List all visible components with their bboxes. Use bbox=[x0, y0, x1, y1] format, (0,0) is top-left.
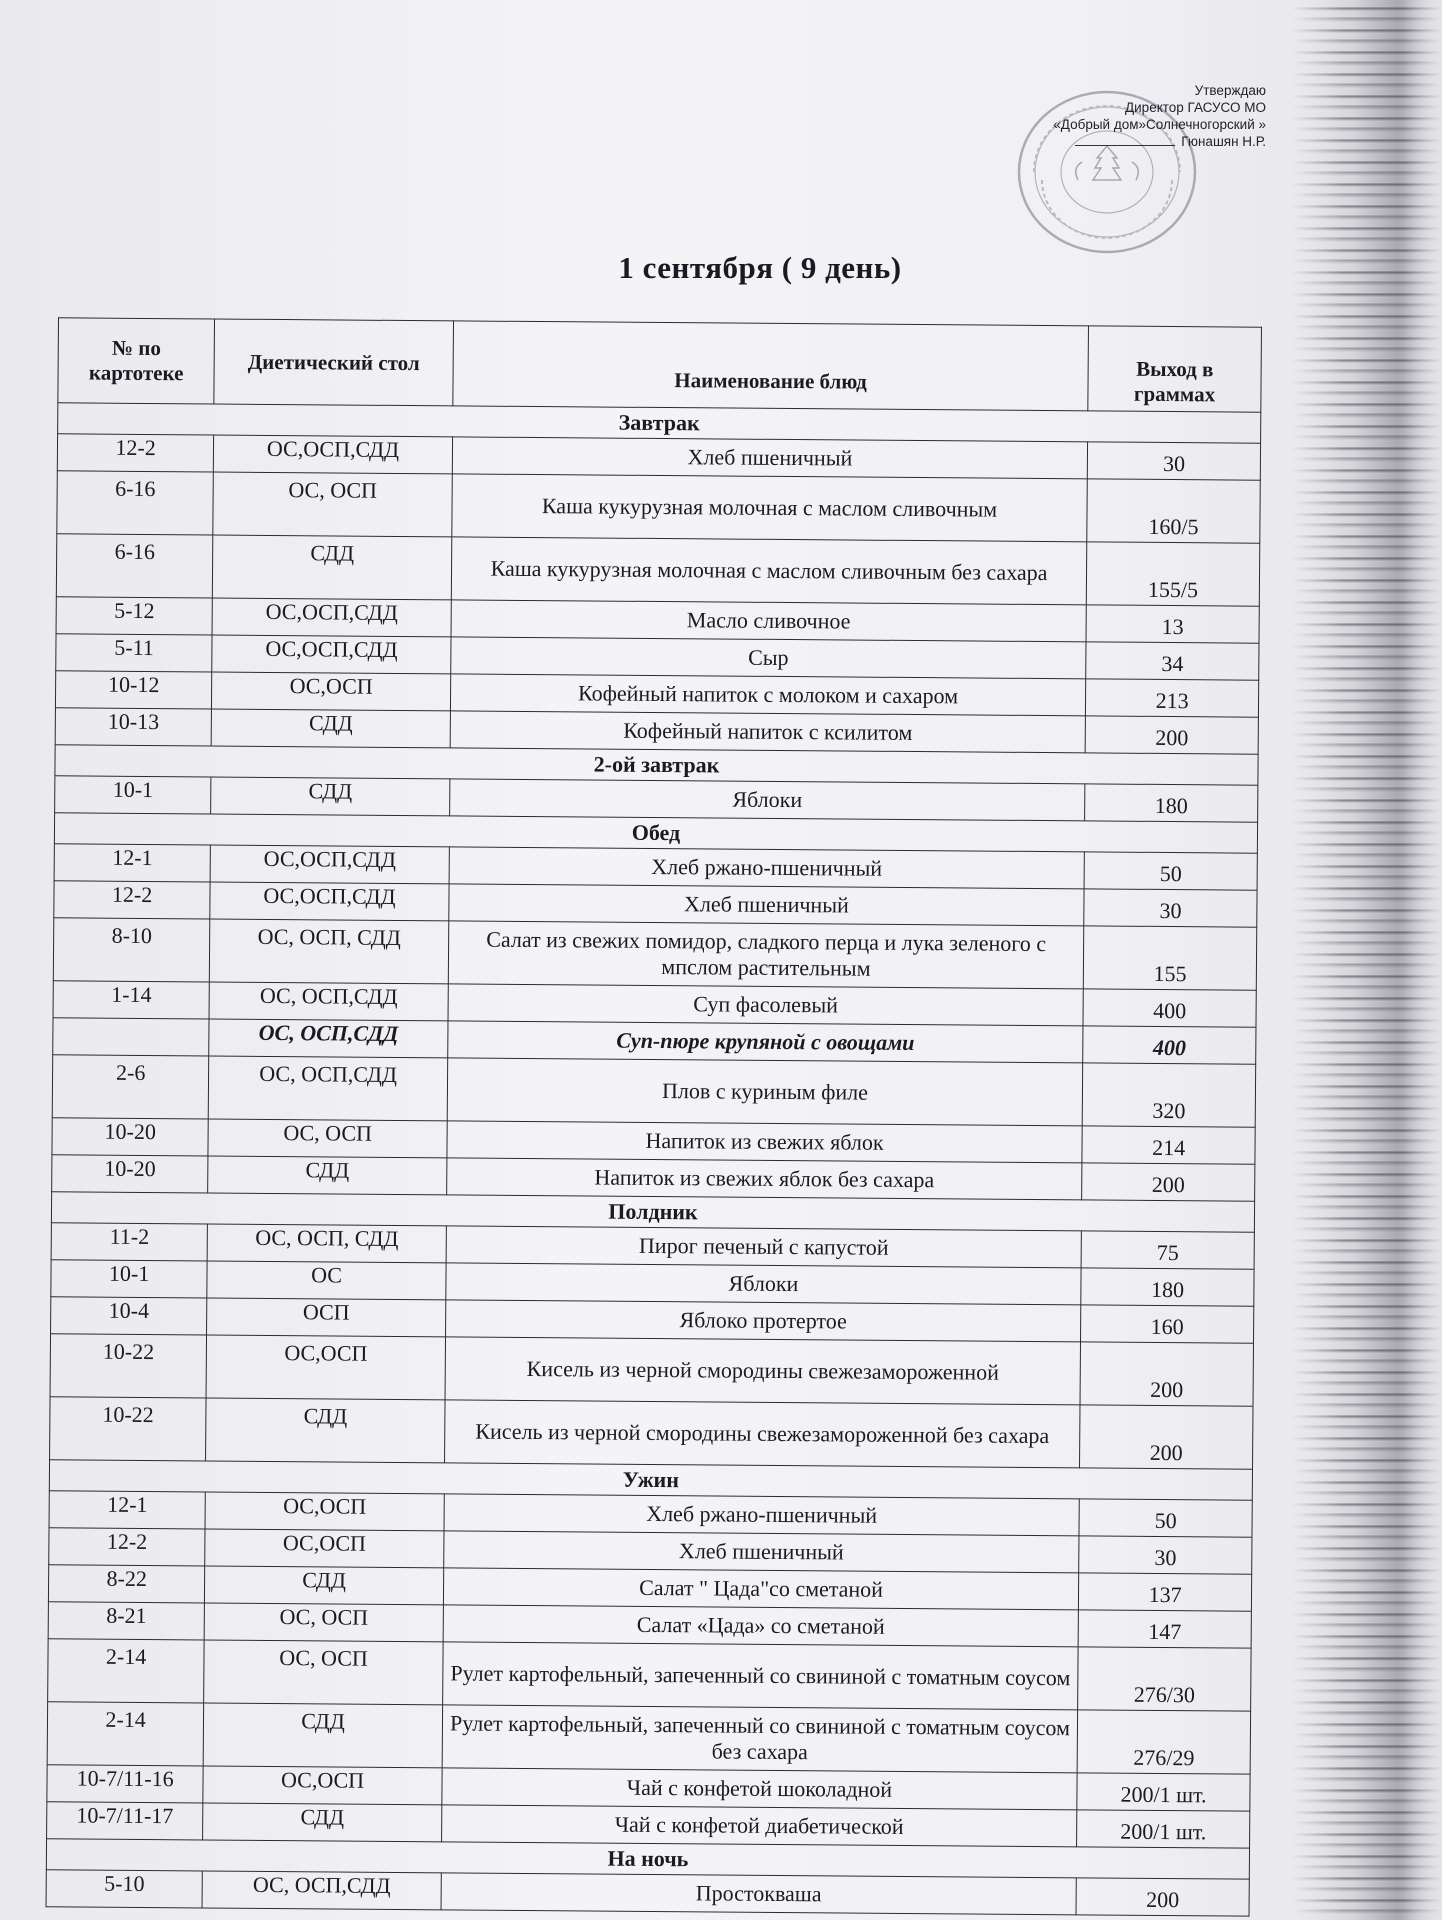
diet-table-cell: ОС, ОСП bbox=[204, 1640, 443, 1705]
header-diet-table: Диетический стол bbox=[214, 319, 453, 406]
dish-name-cell: Яблоко протертое bbox=[445, 1300, 1081, 1342]
card-number-cell: 2-14 bbox=[47, 1702, 204, 1766]
card-number-cell: 8-21 bbox=[48, 1602, 205, 1640]
diet-table-cell: СДД bbox=[203, 1803, 442, 1842]
card-number-cell: 2-6 bbox=[52, 1055, 209, 1119]
diet-table-cell: СДД bbox=[206, 1398, 445, 1463]
diet-table-cell: СДД bbox=[208, 1156, 447, 1195]
card-number-cell: 12-1 bbox=[49, 1491, 206, 1529]
approval-position: Директор ГАСУСО МО bbox=[1125, 100, 1266, 115]
dish-name-cell: Напиток из свежих яблок bbox=[447, 1121, 1083, 1163]
diet-table-cell: ОС, ОСП bbox=[208, 1119, 447, 1158]
dish-name-cell: Салат «Цада» со сметаной bbox=[443, 1605, 1079, 1647]
diet-table-cell: ОС,ОСП,СДД bbox=[212, 598, 451, 637]
menu-table bbox=[46, 317, 1262, 1916]
dish-name-cell: Хлеб ржано-пшеничный bbox=[449, 847, 1085, 889]
card-number-cell: 6-16 bbox=[57, 471, 214, 535]
output-grams-cell: 213 bbox=[1086, 679, 1259, 717]
table-row bbox=[50, 1397, 1253, 1469]
card-number-cell: 8-22 bbox=[48, 1565, 205, 1603]
diet-table-cell: ОС bbox=[207, 1261, 446, 1300]
card-number-cell: 12-2 bbox=[54, 881, 211, 919]
dish-name-cell: Хлеб ржано-пшеничный bbox=[444, 1494, 1080, 1536]
dish-name-cell: Кофейный напиток с ксилитом bbox=[450, 711, 1086, 753]
diet-table-cell: ОС,ОСП bbox=[205, 1492, 444, 1531]
output-grams-cell: 200 bbox=[1076, 1878, 1249, 1916]
card-number-cell: 1-14 bbox=[53, 981, 210, 1019]
card-number-cell: 6-16 bbox=[56, 534, 213, 598]
output-grams-cell: 160 bbox=[1081, 1305, 1254, 1343]
output-grams-cell: 276/30 bbox=[1078, 1647, 1251, 1711]
dish-name-cell: Яблоки bbox=[449, 779, 1085, 821]
output-grams-cell: 180 bbox=[1081, 1268, 1254, 1306]
diet-table-cell: ОС, ОСП bbox=[213, 472, 452, 537]
dish-name-cell: Суп фасолевый bbox=[448, 984, 1084, 1026]
dish-name-cell: Хлеб пшеничный bbox=[444, 1531, 1080, 1573]
dish-name-cell: Простокваша bbox=[441, 1873, 1077, 1915]
diet-table-cell: ОС, ОСП,СДД bbox=[202, 1871, 441, 1910]
output-grams-cell: 137 bbox=[1079, 1573, 1252, 1611]
output-grams-cell: 180 bbox=[1085, 784, 1258, 822]
diet-table-cell: ОС, ОСП,СДД bbox=[209, 982, 448, 1021]
dish-name-cell: Рулет картофельный, запеченный со свининой с томатным соусом без сахара bbox=[442, 1705, 1078, 1773]
card-number-cell: 5-11 bbox=[56, 634, 213, 672]
header-output-grams: Выход в граммах bbox=[1088, 326, 1261, 412]
diet-table-cell: ОС,ОСП bbox=[206, 1335, 445, 1400]
output-grams-cell: 200 bbox=[1082, 1163, 1255, 1201]
dish-name-cell: Пирог печеный с капустой bbox=[446, 1226, 1082, 1268]
card-number-cell: 10-20 bbox=[52, 1118, 209, 1156]
output-grams-cell: 200 bbox=[1080, 1405, 1253, 1469]
output-grams-cell: 30 bbox=[1084, 889, 1257, 927]
dish-name-cell: Кофейный напиток с молоком и сахаром bbox=[450, 674, 1086, 716]
card-number-cell: 10-22 bbox=[50, 1397, 207, 1461]
diet-table-cell: ОС,ОСП bbox=[205, 1529, 444, 1568]
diet-table-cell: ОС,ОСП,СДД bbox=[212, 635, 451, 674]
output-grams-cell: 214 bbox=[1082, 1126, 1255, 1164]
output-grams-cell: 276/29 bbox=[1077, 1710, 1250, 1774]
header-dish-name: Наименование блюд bbox=[453, 321, 1089, 411]
diet-table-cell: СДД bbox=[211, 777, 450, 816]
dish-name-cell: Хлеб пшеничный bbox=[449, 884, 1085, 926]
output-grams-cell: 400 bbox=[1083, 989, 1256, 1027]
diet-table-cell: СДД bbox=[211, 709, 450, 748]
output-grams-cell: 155/5 bbox=[1087, 542, 1260, 606]
meal-section-title: 2-ой завтрак bbox=[55, 745, 1258, 785]
output-grams-cell: 75 bbox=[1081, 1231, 1254, 1269]
dish-name-cell: Масло сливочное bbox=[451, 600, 1087, 642]
card-number-cell: 10-20 bbox=[52, 1155, 209, 1193]
card-number-cell: 12-1 bbox=[54, 844, 211, 882]
diet-table-cell: ОС,ОСП,СДД bbox=[210, 845, 449, 884]
output-grams-cell: 50 bbox=[1084, 852, 1257, 890]
card-number-cell: 10-7/11-16 bbox=[47, 1765, 204, 1803]
card-number-cell: 5-12 bbox=[56, 597, 213, 635]
meal-section-title: Полдник bbox=[51, 1192, 1254, 1232]
output-grams-cell: 160/5 bbox=[1087, 479, 1260, 543]
output-grams-cell: 13 bbox=[1086, 605, 1259, 643]
output-grams-cell: 155 bbox=[1084, 926, 1257, 990]
dish-name-cell: Сыр bbox=[451, 637, 1087, 679]
card-number-cell: 10-1 bbox=[51, 1260, 208, 1298]
diet-table-cell: СДД bbox=[203, 1703, 442, 1768]
table-row bbox=[53, 918, 1256, 990]
output-grams-cell: 30 bbox=[1088, 442, 1261, 480]
diet-table-cell: ОС,ОСП bbox=[212, 672, 451, 711]
dish-name-cell: Кисель из черной смородины свежезамороженной bbox=[445, 1337, 1081, 1405]
dish-name-cell: Каша кукурузная молочная с маслом сливочным bbox=[452, 474, 1088, 542]
table-row bbox=[52, 1055, 1255, 1127]
scan-edge-artifact bbox=[1292, 0, 1442, 1920]
diet-table-cell: ОС, ОСП, СДД bbox=[207, 1224, 446, 1263]
output-grams-cell: 34 bbox=[1086, 642, 1259, 680]
diet-table-cell: СДД bbox=[205, 1566, 444, 1605]
dish-name-cell: Салат из свежих помидор, сладкого перца и лука зеленого с мпслом растительным bbox=[448, 921, 1084, 989]
table-row bbox=[57, 471, 1260, 543]
dish-name-cell: Напиток из свежих яблок без сахара bbox=[446, 1158, 1082, 1200]
diet-table-cell: ОС,ОСП,СДД bbox=[210, 882, 449, 921]
output-grams-cell: 147 bbox=[1078, 1610, 1251, 1648]
dish-name-cell: Рулет картофельный, запеченный со свининой с томатным соусом bbox=[442, 1642, 1078, 1710]
meal-section-title: На ночь bbox=[46, 1839, 1249, 1879]
table-row bbox=[50, 1334, 1253, 1406]
output-grams-cell: 200/1 шт. bbox=[1077, 1773, 1250, 1811]
card-number-cell: 8-10 bbox=[53, 918, 210, 982]
meal-section-title: Ужин bbox=[49, 1460, 1252, 1500]
card-number-cell: 11-2 bbox=[51, 1223, 208, 1261]
dish-name-cell: Суп-пюре крупяной с овощами bbox=[448, 1021, 1084, 1063]
diet-table-cell: ОС, ОСП, СДД bbox=[210, 919, 449, 984]
diet-table-cell: ОС, ОСП bbox=[204, 1603, 443, 1642]
table-row bbox=[56, 534, 1259, 606]
diet-table-cell: ОС,ОСП bbox=[203, 1766, 442, 1805]
card-number-cell: 10-1 bbox=[55, 776, 212, 814]
signature-blank bbox=[1075, 145, 1175, 146]
dish-name-cell: Плов с куриным филе bbox=[447, 1058, 1083, 1126]
output-grams-cell: 30 bbox=[1079, 1536, 1252, 1574]
page-title: 1 сентября ( 9 день) bbox=[618, 250, 902, 285]
card-number-cell: 12-2 bbox=[57, 434, 214, 472]
table-row bbox=[47, 1702, 1250, 1774]
table-row bbox=[48, 1639, 1251, 1711]
card-number-cell: 10-12 bbox=[55, 671, 212, 709]
card-number-cell: 10-13 bbox=[55, 708, 212, 746]
card-number-cell: 10-4 bbox=[51, 1297, 208, 1335]
output-grams-cell: 200 bbox=[1085, 716, 1258, 754]
diet-table-cell: СДД bbox=[213, 535, 452, 600]
table-header-row bbox=[58, 318, 1262, 412]
diet-table-cell: ОСП bbox=[207, 1298, 446, 1337]
dish-name-cell: Яблоки bbox=[446, 1263, 1082, 1305]
meal-section-title: Обед bbox=[54, 813, 1257, 853]
approval-organization: «Добрый дом»Солнечногорский » bbox=[1053, 117, 1266, 132]
meal-section-title: Завтрак bbox=[58, 403, 1261, 443]
dish-name-cell: Чай с конфетой диабетической bbox=[441, 1805, 1077, 1847]
card-number-cell: 5-10 bbox=[46, 1870, 203, 1908]
header-card-number: № по картотеке bbox=[58, 318, 215, 404]
approval-director-name: Гюнашян Н.Р. bbox=[1181, 134, 1266, 149]
diet-table-cell: ОС, ОСП,СДД bbox=[209, 1056, 448, 1121]
dish-name-cell: Хлеб пшеничный bbox=[452, 437, 1088, 479]
approval-block bbox=[966, 82, 1266, 150]
output-grams-cell: 400 bbox=[1083, 1026, 1256, 1064]
diet-table-cell: ОС,ОСП,СДД bbox=[214, 435, 453, 474]
output-grams-cell: 320 bbox=[1082, 1063, 1255, 1127]
dish-name-cell: Салат " Цада"со сметаной bbox=[443, 1568, 1079, 1610]
dish-name-cell: Чай с конфетой шоколадной bbox=[442, 1768, 1078, 1810]
card-number-cell: 10-22 bbox=[50, 1334, 207, 1398]
dish-name-cell: Кисель из черной смородины свежезамороженной без сахара bbox=[444, 1400, 1080, 1468]
approval-heading: Утверждаю bbox=[1194, 83, 1266, 98]
output-grams-cell: 200/1 шт. bbox=[1077, 1810, 1250, 1848]
card-number-cell: 10-7/11-17 bbox=[47, 1802, 204, 1840]
card-number-cell bbox=[53, 1018, 210, 1056]
approval-signature-line bbox=[966, 133, 1266, 150]
card-number-cell: 12-2 bbox=[49, 1528, 206, 1566]
diet-table-cell: ОС, ОСП,СДД bbox=[209, 1019, 448, 1058]
card-number-cell: 2-14 bbox=[48, 1639, 205, 1703]
dish-name-cell: Каша кукурузная молочная с маслом сливочным без сахара bbox=[451, 537, 1087, 605]
menu-table-body bbox=[46, 403, 1261, 1916]
output-grams-cell: 50 bbox=[1079, 1499, 1252, 1537]
output-grams-cell: 200 bbox=[1080, 1342, 1253, 1406]
